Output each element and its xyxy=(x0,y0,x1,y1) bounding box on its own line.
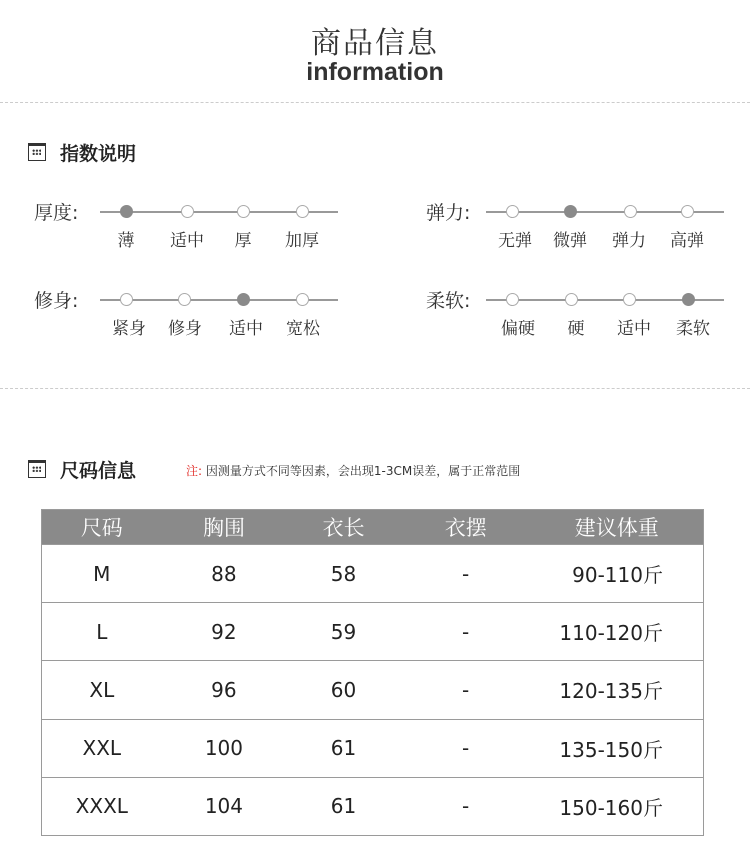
scale-dot xyxy=(181,205,194,218)
size-cell: XXL xyxy=(82,736,122,761)
size-table xyxy=(41,509,704,836)
scale-label: 柔软: xyxy=(426,290,471,312)
hem-cell: - xyxy=(462,561,470,586)
length-cell: 61 xyxy=(330,736,357,761)
scale-option: 偏硬 xyxy=(501,319,535,339)
scale-option: 硬 xyxy=(567,319,585,339)
scale-label: 修身: xyxy=(34,290,79,312)
scale-dot xyxy=(623,293,636,306)
hem-cell: - xyxy=(462,736,470,761)
chest-cell: 92 xyxy=(211,619,237,644)
column-header: 衣摆 xyxy=(444,516,487,540)
weight-cell: 120-135斤 xyxy=(559,679,663,704)
scale-dot xyxy=(506,293,519,306)
length-cell: 60 xyxy=(330,677,357,702)
scale-dot-selected xyxy=(237,293,250,306)
scale-option: 适中 xyxy=(170,231,204,251)
size-section-title: 尺码信息 xyxy=(60,459,137,482)
table-header-row xyxy=(42,510,703,544)
scale-option: 厚 xyxy=(234,231,252,251)
chest-cell: 88 xyxy=(211,561,237,586)
note-prefix: 注: xyxy=(186,464,203,478)
note-text: 因测量方式不同等因素，会出现1-3CM误差，属于正常范围 xyxy=(205,464,521,478)
index-section-header xyxy=(28,140,136,164)
scale-softness xyxy=(426,286,726,346)
scale-fit xyxy=(34,286,344,346)
chest-cell: 100 xyxy=(204,736,243,761)
table-row xyxy=(42,660,703,718)
table-row xyxy=(42,719,703,777)
scale-option: 无弹 xyxy=(498,231,532,251)
length-cell: 58 xyxy=(330,561,357,586)
size-section-header xyxy=(28,457,136,481)
scale-dot xyxy=(624,205,637,218)
scale-option: 柔软 xyxy=(676,319,710,339)
scale-dot-selected xyxy=(120,205,133,218)
scale-option: 加厚 xyxy=(285,231,319,251)
hem-cell: - xyxy=(462,619,470,644)
scale-dot xyxy=(506,205,519,218)
measurement-note xyxy=(186,462,520,479)
column-header: 尺码 xyxy=(80,516,123,540)
weight-cell: 135-150斤 xyxy=(559,737,663,762)
hem-cell: - xyxy=(462,677,470,702)
scale-thickness xyxy=(34,198,344,258)
scale-label: 厚度: xyxy=(34,202,79,224)
scale-dot xyxy=(296,293,309,306)
weight-cell: 150-160斤 xyxy=(559,795,663,820)
scale-option: 弹力 xyxy=(612,231,646,251)
calendar-icon xyxy=(28,143,46,161)
scale-elasticity xyxy=(426,198,726,258)
scale-option: 适中 xyxy=(229,319,263,339)
column-header: 胸围 xyxy=(202,516,245,540)
size-cell: XL xyxy=(89,677,115,702)
index-section-title: 指数说明 xyxy=(60,142,137,165)
scale-label: 弹力: xyxy=(426,202,471,224)
scale-dot xyxy=(565,293,578,306)
scale-option: 薄 xyxy=(117,231,135,251)
column-header: 衣长 xyxy=(322,516,365,540)
size-cell: XXXL xyxy=(75,794,128,819)
table-row xyxy=(42,777,703,835)
scale-dot xyxy=(681,205,694,218)
column-header: 建议体重 xyxy=(574,516,659,540)
scale-dot-selected xyxy=(682,293,695,306)
size-cell: M xyxy=(93,561,111,586)
divider xyxy=(0,102,750,103)
size-cell: L xyxy=(96,619,108,644)
scale-option: 微弹 xyxy=(553,231,587,251)
divider xyxy=(0,388,750,389)
scale-option: 紧身 xyxy=(112,319,146,339)
hem-cell: - xyxy=(462,794,470,819)
scale-dot xyxy=(178,293,191,306)
scale-option: 宽松 xyxy=(286,319,320,339)
scale-option: 修身 xyxy=(168,319,202,339)
table-row xyxy=(42,544,703,602)
scale-option: 适中 xyxy=(617,319,651,339)
page-header xyxy=(0,0,750,105)
page-title-en: information xyxy=(306,58,444,86)
scale-dot xyxy=(296,205,309,218)
scale-option: 高弹 xyxy=(670,231,704,251)
chest-cell: 104 xyxy=(204,794,243,819)
length-cell: 61 xyxy=(330,794,357,819)
table-row xyxy=(42,602,703,660)
weight-cell: 90-110斤 xyxy=(572,563,663,588)
calendar-icon xyxy=(28,460,46,478)
scale-dot xyxy=(120,293,133,306)
scale-dot xyxy=(237,205,250,218)
length-cell: 59 xyxy=(330,619,357,644)
scale-dot-selected xyxy=(564,205,577,218)
page-title-cn: 商品信息 xyxy=(311,26,439,61)
chest-cell: 96 xyxy=(211,677,237,702)
weight-cell: 110-120斤 xyxy=(559,621,663,646)
